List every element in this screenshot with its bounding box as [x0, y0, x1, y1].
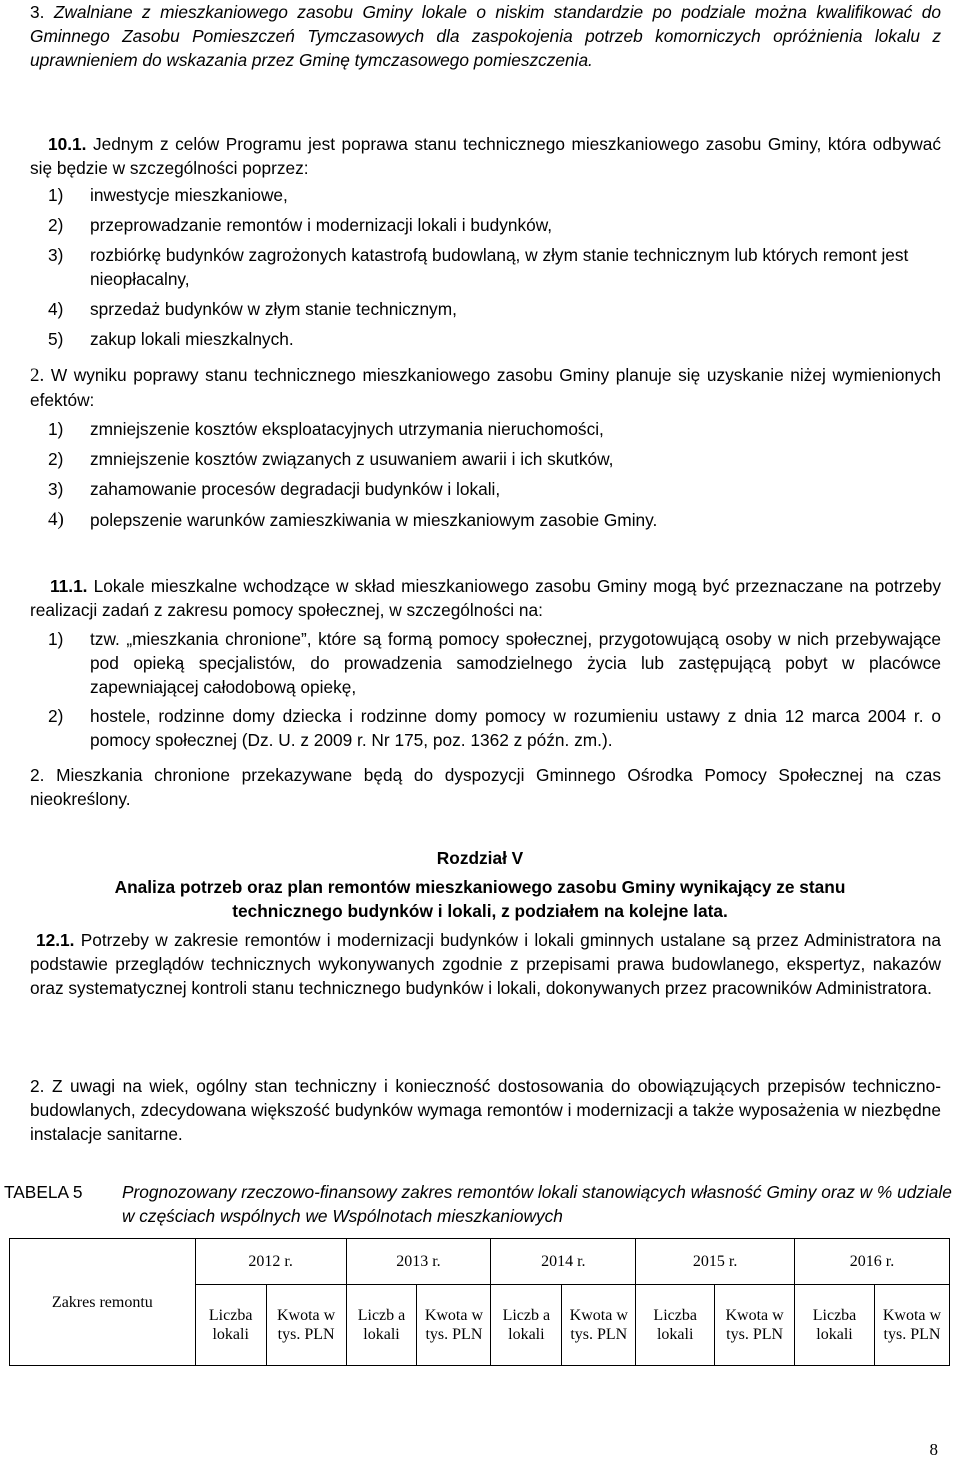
section-number: 11.1. — [50, 576, 88, 596]
list-item: 1) inwestycje mieszkaniowe, — [48, 185, 288, 205]
section-text: Potrzeby w zakresie remontów i modernizacji budynków i lokali gminnych ustalane są przez Administratora na podstawie przeglądów technicznych wykonywanych zgodnie z przepisami prawa budowlanego, ekspertyz, nakazów oraz systematycznej kontroli stanu technicznego budynków i lokali, dokonywanych przez pracowników Administratora. — [30, 930, 941, 998]
list-item: 2) przeprowadzanie remontów i modernizacji lokali i budynków, — [48, 215, 553, 235]
list-item: 4) polepszenie warunków zamieszkiwania w mieszkaniowym zasobie Gminy. — [48, 509, 658, 530]
table-subheader-kwota: Kwota w tys. PLN — [417, 1285, 491, 1366]
table-header-year: 2016 r. — [795, 1239, 950, 1285]
section-number: 12.1. — [36, 930, 75, 950]
list-item: 5) zakup lokali mieszkalnych. — [48, 329, 294, 349]
table-header-year: 2014 r. — [491, 1239, 636, 1285]
table-subheader-kwota: Kwota w tys. PLN — [715, 1285, 795, 1366]
section-11-1 — [30, 574, 941, 622]
page-number: 8 — [929, 1440, 938, 1459]
paragraph-text: Z uwagi na wiek, ogólny stan techniczny i konieczność dostosowania do obowiązujących przepisów techniczno-budowlanych, zdecydowana większość budynków wymaga remontów i modernizacji a także wyposażenia w niezbędne instalacje sanitarne. — [30, 1076, 941, 1144]
table-subheader-liczba: Liczba lokali — [636, 1285, 715, 1366]
section-12-2 — [30, 1074, 941, 1146]
table-header-year: 2013 r. — [346, 1239, 491, 1285]
chapter-subtitle-line1: Analiza potrzeb oraz plan remontów mieszkaniowego zasobu Gminy wynikający ze stanu — [114, 877, 846, 897]
table-label: TABELA 5 — [4, 1182, 83, 1202]
list-item: 2) hostele, rodzinne domy dziecka i rodzinne domy pomocy w rozumieniu ustawy z dnia 12 marca 2004 r. o pomocy społecznej (Dz. U. z 2009 r. Nr 175, poz. 1362 z późn. zm.). — [48, 706, 941, 750]
list-item: 2) zmniejszenie kosztów związanych z usuwaniem awarii i ich skutków, — [48, 449, 614, 469]
list-item: 4) sprzedaż budynków w złym stanie technicznym, — [48, 299, 457, 319]
section-number: 10.1. — [48, 134, 87, 154]
paragraph-number: 3. — [30, 2, 45, 22]
list-item: 1) zmniejszenie kosztów eksploatacyjnych utrzymania nieruchomości, — [48, 419, 604, 439]
list-item: 3) zahamowanie procesów degradacji budynków i lokali, — [48, 479, 501, 499]
table-subheader-liczba: Liczb a lokali — [346, 1285, 417, 1366]
paragraph-text: Zwalniane z mieszkaniowego zasobu Gminy lokale o niskim standardzie po podziale można kwalifikować do Gminnego Zasobu Pomieszczeń Tymczasowych dla zaspokojenia potrzeb komorniczych opróżnienia lokalu z uprawnieniem do wskazania przez Gminę tymczasowego pomieszczenia. — [30, 2, 941, 70]
paragraph-3 — [30, 0, 941, 72]
table-subheader-kwota: Kwota w tys. PLN — [266, 1285, 346, 1366]
paragraph-text: Mieszkania chronione przekazywane będą do dyspozycji Gminnego Ośrodka Pomocy Społecznej na czas nieokreślony. — [30, 765, 941, 809]
section-11-2 — [30, 763, 941, 811]
section-text: Lokale mieszkalne wchodzące w skład mieszkaniowego zasobu Gminy mogą być przeznaczane na potrzeby realizacji zadań z zakresu pomocy społecznej, w szczególności na: — [30, 576, 941, 620]
table-subheader-liczba: Liczb a lokali — [491, 1285, 562, 1366]
remont-table — [9, 1238, 950, 1366]
chapter-subtitle-line2: technicznego budynków i lokali, z podziałem na kolejne lata. — [232, 901, 728, 921]
table-subheader-kwota: Kwota w tys. PLN — [874, 1285, 949, 1366]
paragraph-number: 2. — [30, 365, 45, 386]
table-header-year: 2012 r. — [195, 1239, 346, 1285]
table-subheader-liczba: Liczba lokali — [195, 1285, 266, 1366]
section-10-1 — [30, 132, 941, 180]
paragraph-number: 2. — [30, 765, 45, 785]
chapter-title: Rozdział V — [436, 848, 524, 868]
section-text: Jednym z celów Programu jest poprawa stanu technicznego mieszkaniowego zasobu Gminy, która odbywać się będzie w szczególności poprzez: — [30, 134, 941, 178]
list-item: 1) tzw. „mieszkania chronione”, które są formą pomocy społecznej, przygotowującą osoby w nich przebywające pod opieką specjalistów, do prowadzenia samodzielnego życia lub zastępującą pobyt w placówce zapewniającej całodobową opiekę, — [48, 629, 941, 697]
paragraph-text: W wyniku poprawy stanu technicznego mieszkaniowego zasobu Gminy planuje się uzyskanie niżej wymienionych efektów: — [30, 365, 941, 410]
list-item: 3) rozbiórkę budynków zagrożonych katastrofą budowlaną, w złym stanie technicznym lub których remont jest nieopłacalny, — [48, 245, 909, 289]
table-header-zakres: Zakres remontu — [10, 1239, 196, 1366]
table-subheader-liczba: Liczba lokali — [795, 1285, 875, 1366]
table-subheader-kwota: Kwota w tys. PLN — [562, 1285, 636, 1366]
table-header-year: 2015 r. — [636, 1239, 795, 1285]
section-10-2 — [30, 363, 941, 412]
paragraph-number: 2. — [30, 1076, 45, 1096]
section-12-1 — [30, 928, 941, 1000]
table-caption-text: Prognozowany rzeczowo-finansowy zakres remontów lokali stanowiących własność Gminy oraz w % udziale w częściach wspólnych we Wspólnotach mieszkaniowych — [122, 1182, 952, 1226]
